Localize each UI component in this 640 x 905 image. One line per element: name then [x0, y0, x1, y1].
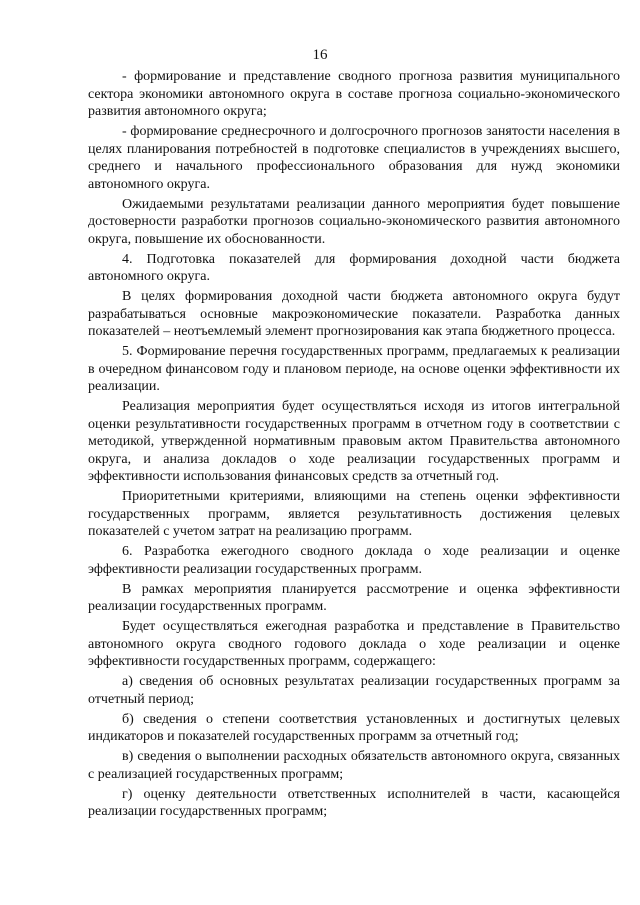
list-item-c: в) сведения о выполнении расходных обязательств автономного округа, связанных с реализацией государственных программ;: [88, 749, 620, 782]
page-number: 16: [312, 47, 328, 63]
list-item-a: а) сведения об основных результатах реализации государственных программ за отчетный период;: [88, 674, 620, 707]
paragraph-item-4-body: В целях формирования доходной части бюджета автономного округа будут разрабатываться основные макроэкономические показатели. Разработка данных показателей – неотъемлемый элемент прогнозирования как этапа бюджетного процесса.: [88, 289, 620, 339]
paragraph-item-6-heading: 6. Разработка ежегодного сводного доклада о ходе реализации и оценке эффективности реализации государственных программ.: [88, 544, 620, 577]
paragraph-item-6-scope: В рамках мероприятия планируется рассмотрение и оценка эффективности реализации государственных программ.: [88, 581, 620, 614]
paragraph-forecast-municipal-sector: - формирование и представление сводного прогноза развития муниципального сектора экономики автономного округа в составе прогноза социально-экономического развития автономного округа;: [88, 69, 620, 119]
paragraph-item-6-annual-report: Будет осуществляться ежегодная разработка и представление в Правительство автономного округа сводного годового доклада о ходе реализации и оценке эффективности государственных программ, содержащего:: [88, 619, 620, 669]
paragraph-forecast-employment: - формирование среднесрочного и долгосрочного прогнозов занятости населения в целях планирования потребностей в подготовке специалистов в учреждениях высшего, среднего и начального профессионального образования для нужд экономики автономного округа.: [88, 124, 620, 192]
document-body: [88, 68, 620, 823]
paragraph-item-5-heading: 5. Формирование перечня государственных программ, предлагаемых к реализации в очередном финансовом году и плановом периоде, на основе оценки эффективности их реализации.: [88, 344, 620, 394]
paragraph-item-5-criteria: Приоритетными критериями, влияющими на степень оценки эффективности государственных программ, является результативность достижения целевых показателей с учетом затрат на реализацию программ.: [88, 489, 620, 539]
list-item-b: б) сведения о степени соответствия установленных и достигнутых целевых индикаторов и показателей государственных программ за отчетный год;: [88, 711, 620, 744]
list-item-d: г) оценку деятельности ответственных исполнителей в части, касающейся реализации государственных программ;: [88, 786, 620, 819]
paragraph-item-4-heading: 4. Подготовка показателей для формирования доходной части бюджета автономного округа.: [88, 251, 620, 284]
paragraph-expected-results: Ожидаемыми результатами реализации данного мероприятия будет повышение достоверности разработки прогнозов социально-экономического развития автономного округа, повышение их обоснованности.: [88, 196, 620, 247]
paragraph-item-5-implementation: Реализация мероприятия будет осуществляться исходя из итогов интегральной оценки результативности государственных программ в отчетном году в соответствии с методикой, утвержденной нормативным правовым актом Правительства автономного округа, и анализа докладов о ходе реализации государственных программ и эффективности использования финансовых средств за отчетный год.: [88, 399, 620, 484]
